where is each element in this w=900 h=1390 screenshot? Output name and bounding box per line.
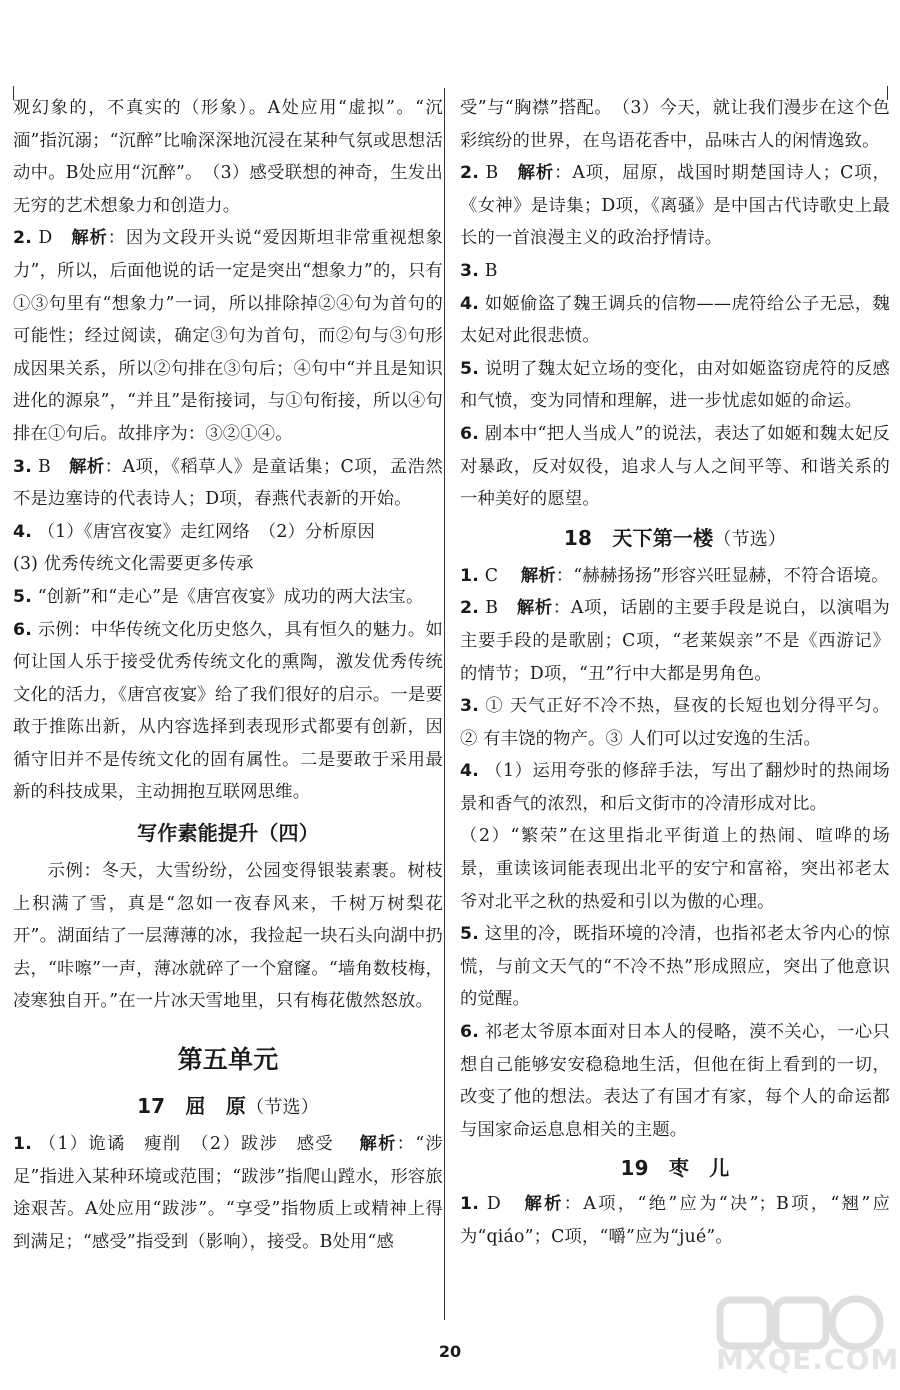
answer-5 [460, 353, 890, 418]
lesson-18-answer-2 [460, 592, 890, 690]
answer-2 [460, 157, 890, 255]
question-number: 3. [460, 696, 479, 717]
lesson-subtitle: （节选） [713, 528, 787, 550]
question-number: 5. [13, 586, 32, 607]
lesson-18-answer-4 [460, 755, 890, 820]
answer-letter: D [38, 228, 53, 249]
answer-text: “创新”和“走心”是《唐宫夜宴》成功的两大法宝。 [37, 586, 424, 607]
answer-2 [13, 222, 443, 450]
question-number: 4. [13, 521, 32, 542]
left-column [13, 92, 443, 1258]
analysis-text: ：A项，《稻草人》是童话集；C项，孟浩然不是边塞诗的代表诗人；D项，春燕代表新的开始。 [13, 456, 443, 510]
question-number: 4. [460, 761, 479, 782]
lesson-subtitle: （节选） [246, 1097, 319, 1119]
answer-text: 如姬偷盗了魏王调兵的信物——虎符给公子无忌，魏太妃对此很悲愤。 [460, 293, 890, 347]
answer-3 [460, 255, 890, 288]
answer-letter: B [484, 260, 498, 281]
question-number: 1. [13, 1134, 32, 1155]
answer-3 [13, 451, 443, 516]
analysis-text: ：“赫赫扬扬”形容兴旺显赫，不符合语境。 [555, 565, 889, 586]
page-number: 20 [438, 1342, 462, 1361]
answer-6 [13, 614, 443, 810]
writing-section-title: 写作素能提升（四） [137, 821, 319, 846]
question-number: 2. [460, 598, 479, 619]
answer-5 [13, 581, 443, 614]
lesson-18-title [460, 522, 890, 556]
answer-text: 剧本中“把人当成人”的说法，表达了如姬和魏太妃反对暴政，反对奴役，追求人与人之间平等、和谐关系的一种美好的愿望。 [460, 423, 890, 510]
question-number: 3. [13, 456, 32, 477]
lesson-17-title [13, 1090, 443, 1124]
answer-4-part3: (3) 优秀传统文化需要更多传承 [13, 554, 254, 575]
answer-text: 说明了魏太妃立场的变化，由对如姬盗窃虎符的反感和气愤，变为同情和理解，进一步忧虑如姬的命运。 [460, 358, 890, 412]
continued-answer: 受”与“胸襟”搭配。 （3）今天，就让我们漫步在这个色彩缤纷的世界，在鸟语花香中，品味古人的闲情逸致。 [460, 98, 890, 151]
unit-title: 第五单元 [177, 1045, 279, 1075]
answer-letter: B [485, 163, 499, 184]
lesson-18-answer-5 [460, 918, 890, 1016]
writing-sample: 示例：冬天，大雪纷纷，公园变得银装素裹。树枝上积满了雪，真是“忽如一夜春风来，千树万树梨花开”。湖面结了一层薄薄的冰，我捡起一块石头向湖中扔去，“咔嚓”一声，薄冰就碎了一个窟窿。“墙角数枝梅，凌寒独自开。”在一片冰天雪地里，只有梅花傲然怒放。 [13, 861, 443, 1012]
analysis-label: 解析 [517, 163, 555, 184]
analysis-text: ：因为文段开头说“爱因斯坦非常重视想象力”，所以，后面他说的话一定是突出“想象力”的，只有①③句里有“想象力”一词，所以排除掉②④句为首句的可能性；经过阅读，确定③句为首句，而②句与③句形成因果关系，所以②句排在③句后；④句中“并且是知识进化的源泉”，“并且”是衔接词，与①句衔接，所以④句排在①句后。故排序为：③②①④。 [13, 228, 443, 444]
continued-answer: 观幻象的，不真实的（形象）。A处应用“虚拟”。“沉湎”指沉溺；“沉醉”比喻深深地沉浸在某种气氛或思想活动中。B处应用“沉醉”。 （3）感受联想的神奇，生发出无穷的艺术想象力和创造力。 [13, 98, 443, 216]
analysis-label: 解析 [520, 565, 556, 586]
analysis-text: ：A项，话剧的主要手段是说白，以演唱为主要手段的是歌剧；C项，“老莱娱亲”不是《西游记》的情节；D项，“丑”行中大都是男角色。 [460, 598, 890, 684]
watermark-url: MXQE.COM [716, 1343, 900, 1376]
lesson-18-answer-1 [460, 560, 890, 593]
question-number: 1. [460, 565, 479, 586]
answer-text: 示例：中华传统文化历史悠久，具有恒久的魅力。如何让国人乐于接受优秀传统文化的熏陶，激发优秀传统文化的活力，《唐宫夜宴》给了我们很好的启示。一是要敢于推陈出新，从内容选择到表现形式都要有创新，因循守旧并不是传统文化的固有属性。二是要敢于采用最新的科技成果，主动拥抱互联网思维。 [13, 619, 443, 803]
answer-4 [460, 288, 890, 353]
lesson-19-title: 19 枣 儿 [620, 1156, 730, 1181]
answer-text: （1）诡谲 瘦削 （2）跋涉 感受 [38, 1134, 353, 1155]
analysis-text: ：A项，屈原，战国时期楚国诗人；C项，《女神》是诗集；D项，《离骚》是中国古代诗歌史上最长的一首浪漫主义的政治抒情诗。 [460, 163, 890, 249]
analysis-label: 解析 [71, 228, 108, 249]
answer-text: 祁老太爷原本面对日本人的侵略，漠不关心，一心只想自己能够安安稳稳地生活，但他在街上看到的一切，改变了他的想法。表达了有国才有家，每个人的命运都与国家命运息息相关的主题。 [460, 1022, 890, 1140]
answer-letter: C [484, 565, 499, 586]
analysis-label: 解析 [516, 598, 553, 619]
right-column [460, 92, 890, 1254]
analysis-text: ：“涉足”指进入某种环境或范围；“跋涉”指爬山蹚水，形容旅途艰苦。A处应用“跋涉”。“享受”指物质上或精神上得到满足；“感受”指受到（影响），接受。B处用“感 [13, 1134, 443, 1252]
lesson-18-answer-6 [460, 1016, 890, 1146]
column-divider [444, 88, 445, 1320]
question-number: 6. [460, 1022, 479, 1043]
question-number: 1. [460, 1194, 479, 1215]
question-number: 4. [460, 293, 479, 314]
lesson-title-text: 17 屈 原 [137, 1094, 247, 1119]
analysis-label: 解析 [359, 1134, 397, 1155]
question-number: 6. [460, 423, 479, 444]
question-number: 2. [460, 163, 479, 184]
analysis-label: 解析 [69, 456, 105, 477]
lesson-17-answer-1 [13, 1128, 443, 1258]
answer-4 [13, 516, 443, 549]
answer-letter: B [38, 456, 51, 477]
lesson-title-text: 18 天下第一楼 [563, 525, 714, 550]
answer-text: （1）《唐宫夜宴》走红网络 （2）分析原因 [37, 521, 375, 542]
question-number: 6. [13, 619, 32, 640]
question-number: 3. [460, 260, 479, 281]
answer-letter: B [485, 598, 499, 619]
lesson-19-answer-1 [460, 1188, 890, 1253]
lesson-18-answer-3 [460, 690, 890, 755]
lesson-18-answer-4-part2: （2）“繁荣”在这里指北平街道上的热闹、喧哗的场景，重读该词能表现出北平的安宁和富裕，突出祁老太爷对北平之秋的热爱和引以为傲的心理。 [460, 826, 890, 912]
answer-letter: D [486, 1194, 501, 1215]
question-number: 5. [460, 924, 479, 945]
answer-text: ① 天气正好不冷不热，昼夜的长短也划分得平匀。② 有丰饶的物产。③ 人们可以过安逸的生活。 [460, 696, 890, 749]
answer-text: （1）运用夸张的修辞手法，写出了翻炒时的热闹场景和香气的浓烈，和后文街市的冷清形成对比。 [460, 761, 890, 814]
question-number: 5. [460, 358, 479, 379]
analysis-text: ：A项，“绝”应为“决”；B项，“翘”应为“qiáo”；C项，“嚼”应为“jué”。 [460, 1194, 890, 1247]
analysis-label: 解析 [524, 1194, 564, 1215]
question-number: 2. [13, 228, 32, 249]
answer-text: 这里的冷，既指环境的冷清，也指祁老太爷内心的惊慌，与前文天气的“不冷不热”形成照应，突出了他意识的觉醒。 [460, 924, 890, 1010]
answer-6 [460, 418, 890, 516]
